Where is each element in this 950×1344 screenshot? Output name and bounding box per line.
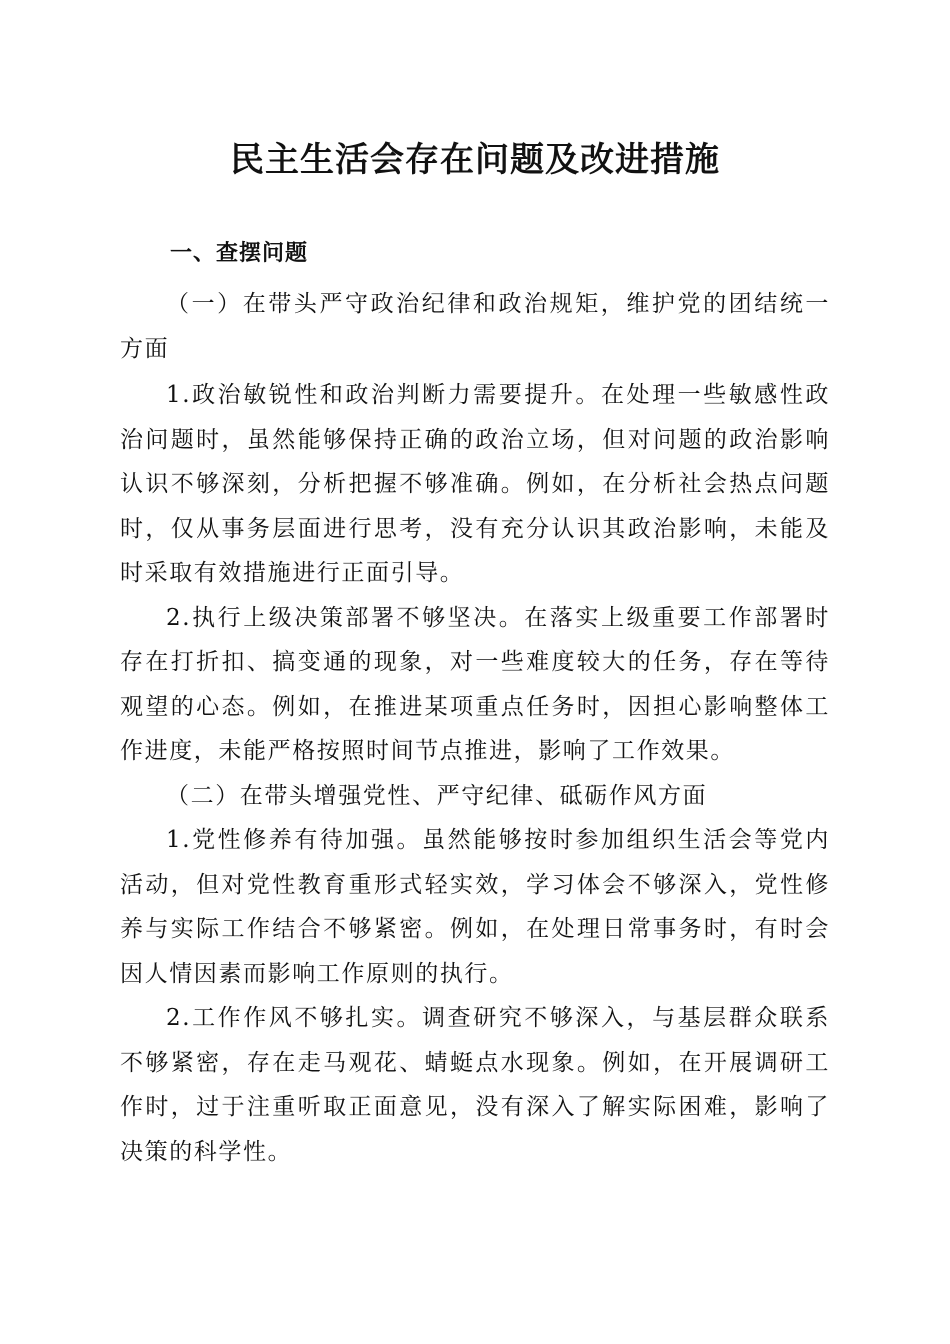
paragraph-1-1: 1.政治敏锐性和政治判断力需要提升。在处理一些敏感性政治问题时，虽然能够保持正确的政治立场，但对问题的政治影响认识不够深刻，分析把握不够准确。例如，在分析社会热点问题时，仅从事务层面进行思考，没有充分认识其政治影响，未能及时采取有效措施进行正面引导。 bbox=[120, 382, 830, 586]
document-body bbox=[120, 226, 830, 1174]
paragraph-2-2: 2.工作作风不够扎实。调查研究不够深入，与基层群众联系不够紧密，存在走马观花、蜻蜓点水现象。例如，在开展调研工作时，过于注重听取正面意见，没有深入了解实际困难，影响了决策的科学性。 bbox=[120, 1005, 830, 1165]
paragraph-2-1: 1.党性修养有待加强。虽然能够按时参加组织生活会等党内活动，但对党性教育重形式轻实效，学习体会不够深入，党性修养与实际工作结合不够紧密。例如，在处理日常事务时，有时会因人情因素而影响工作原则的执行。 bbox=[120, 827, 830, 987]
subsection-heading-1: （一）在带头严守政治纪律和政治规矩，维护党的团结统一方面 bbox=[120, 291, 830, 362]
section-heading-1: 一、查摆问题 bbox=[170, 241, 309, 266]
paragraph-1-2: 2.执行上级决策部署不够坚决。在落实上级重要工作部署时存在打折扣、搞变通的现象，对一些难度较大的任务，存在等待观望的心态。例如，在推进某项重点任务时，因担心影响整体工作进度，未能严格按照时间节点推进，影响了工作效果。 bbox=[120, 604, 830, 764]
document-title: 民主生活会存在问题及改进措施 bbox=[230, 140, 720, 180]
subsection-heading-2: （二）在带头增强党性、严守纪律、砥砺作风方面 bbox=[166, 782, 708, 809]
